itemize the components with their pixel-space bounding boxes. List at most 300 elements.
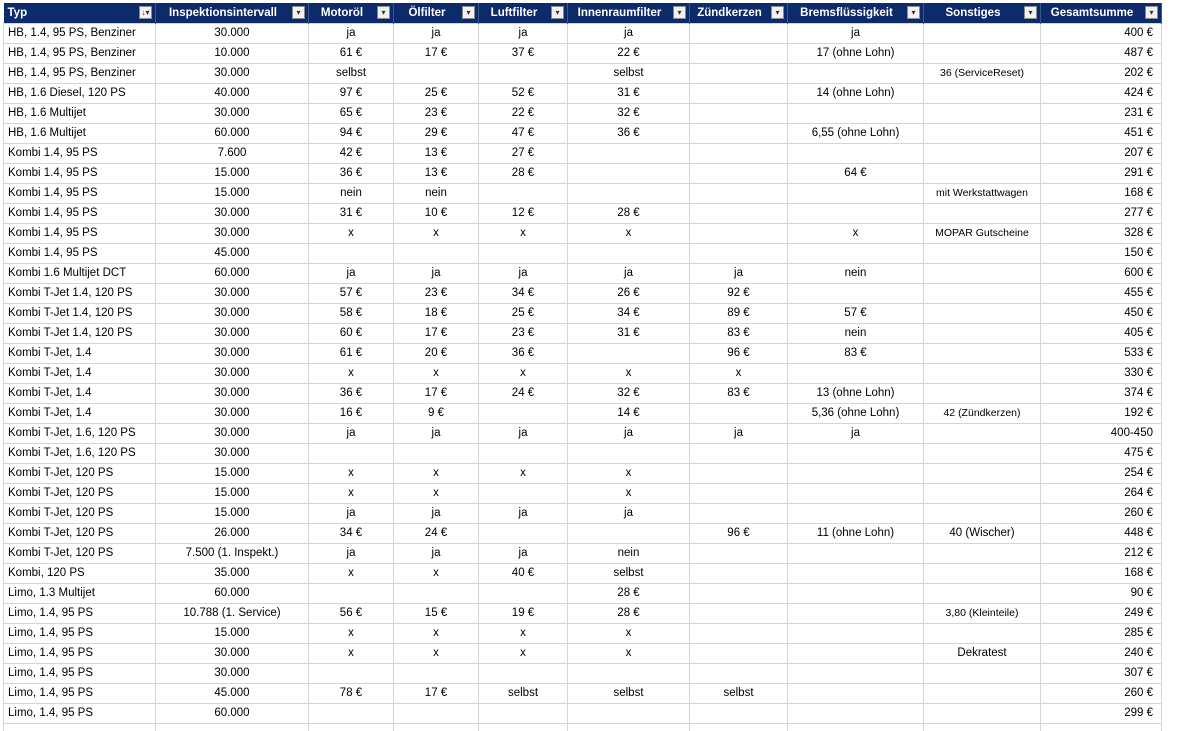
table-cell[interactable]: [479, 523, 568, 543]
table-cell[interactable]: 330 €: [1041, 363, 1162, 383]
table-cell[interactable]: 31 €: [309, 203, 394, 223]
filter-dropdown-icon[interactable]: ▾: [673, 6, 686, 19]
table-cell[interactable]: 27 €: [479, 143, 568, 163]
table-cell[interactable]: [788, 483, 924, 503]
table-cell[interactable]: ja: [309, 543, 394, 563]
table-cell[interactable]: 448 €: [1041, 523, 1162, 543]
table-cell[interactable]: 36 €: [479, 343, 568, 363]
table-cell[interactable]: 36 €: [309, 383, 394, 403]
table-cell[interactable]: 24 €: [394, 523, 479, 543]
table-cell[interactable]: [690, 183, 788, 203]
table-cell[interactable]: [690, 703, 788, 723]
table-cell[interactable]: [924, 383, 1041, 403]
table-cell[interactable]: 150 €: [1041, 243, 1162, 263]
table-cell[interactable]: x: [568, 463, 690, 483]
table-cell[interactable]: x: [394, 223, 479, 243]
table-cell[interactable]: 17 (ohne Lohn): [788, 43, 924, 63]
table-cell[interactable]: x: [394, 643, 479, 663]
table-cell[interactable]: [690, 103, 788, 123]
table-cell[interactable]: 28 €: [568, 583, 690, 603]
table-cell[interactable]: [479, 243, 568, 263]
table-cell[interactable]: [309, 583, 394, 603]
table-cell[interactable]: Kombi T-Jet, 120 PS: [4, 523, 156, 543]
table-cell[interactable]: [924, 363, 1041, 383]
table-cell[interactable]: 231 €: [1041, 103, 1162, 123]
table-cell[interactable]: 58 €: [309, 303, 394, 323]
table-cell[interactable]: ja: [788, 23, 924, 43]
table-cell[interactable]: 260 €: [1041, 503, 1162, 523]
table-cell[interactable]: [924, 123, 1041, 143]
table-cell[interactable]: [924, 83, 1041, 103]
table-cell[interactable]: nein: [394, 183, 479, 203]
table-cell[interactable]: 97 €: [309, 83, 394, 103]
table-cell[interactable]: [568, 183, 690, 203]
table-cell[interactable]: 15.000: [156, 483, 309, 503]
table-cell[interactable]: [924, 243, 1041, 263]
table-cell[interactable]: [690, 203, 788, 223]
table-cell[interactable]: 17 €: [394, 683, 479, 703]
table-cell[interactable]: [924, 343, 1041, 363]
table-cell[interactable]: 30.000: [156, 223, 309, 243]
table-cell[interactable]: 83 €: [690, 323, 788, 343]
table-cell[interactable]: [924, 663, 1041, 683]
table-cell[interactable]: 13 (ohne Lohn): [788, 383, 924, 403]
table-cell[interactable]: [690, 223, 788, 243]
table-cell[interactable]: ja: [479, 543, 568, 563]
table-cell[interactable]: [924, 43, 1041, 63]
table-cell[interactable]: [924, 483, 1041, 503]
table-cell[interactable]: HB, 1.4, 95 PS, Benziner: [4, 23, 156, 43]
table-cell[interactable]: [788, 703, 924, 723]
table-cell[interactable]: 40.000: [156, 83, 309, 103]
table-cell[interactable]: 25 €: [394, 83, 479, 103]
table-cell[interactable]: [924, 263, 1041, 283]
table-cell[interactable]: Limo, 1.4, 95 PS: [4, 703, 156, 723]
column-header[interactable]: [568, 3, 690, 23]
table-cell[interactable]: 15 €: [394, 603, 479, 623]
table-cell[interactable]: [788, 563, 924, 583]
table-cell[interactable]: x: [309, 463, 394, 483]
table-cell[interactable]: [690, 163, 788, 183]
table-cell[interactable]: [788, 183, 924, 203]
table-cell[interactable]: [788, 623, 924, 643]
table-cell[interactable]: Kombi T-Jet, 120 PS: [4, 543, 156, 563]
table-cell[interactable]: 60 €: [309, 323, 394, 343]
table-cell[interactable]: Kombi T-Jet 1.4, 120 PS: [4, 283, 156, 303]
table-cell[interactable]: x: [309, 563, 394, 583]
table-cell[interactable]: [479, 443, 568, 463]
table-cell[interactable]: [924, 143, 1041, 163]
table-cell[interactable]: [568, 143, 690, 163]
table-cell[interactable]: [788, 643, 924, 663]
table-cell[interactable]: ja: [309, 503, 394, 523]
table-cell[interactable]: 20 €: [394, 343, 479, 363]
table-cell[interactable]: 168 €: [1041, 183, 1162, 203]
table-cell[interactable]: [568, 443, 690, 463]
table-cell[interactable]: x: [394, 483, 479, 503]
table-cell[interactable]: 30.000: [156, 103, 309, 123]
table-cell[interactable]: 17 €: [394, 323, 479, 343]
table-cell[interactable]: Kombi T-Jet 1.4, 120 PS: [4, 323, 156, 343]
table-cell[interactable]: 30.000: [156, 423, 309, 443]
table-cell[interactable]: 30.000: [156, 323, 309, 343]
table-cell[interactable]: [479, 403, 568, 423]
table-cell[interactable]: 83 €: [788, 343, 924, 363]
table-cell[interactable]: 61 €: [309, 343, 394, 363]
table-cell[interactable]: nein: [788, 263, 924, 283]
table-cell[interactable]: [924, 703, 1041, 723]
table-cell[interactable]: 15.000: [156, 183, 309, 203]
table-cell[interactable]: 26.000: [156, 523, 309, 543]
table-cell[interactable]: 192 €: [1041, 403, 1162, 423]
table-cell[interactable]: Limo, 1.3 Multijet: [4, 583, 156, 603]
table-cell[interactable]: [394, 723, 479, 731]
table-cell[interactable]: [690, 43, 788, 63]
table-cell[interactable]: [690, 143, 788, 163]
table-cell[interactable]: 13 €: [394, 163, 479, 183]
table-cell[interactable]: Kombi 1.4, 95 PS: [4, 243, 156, 263]
table-cell[interactable]: [479, 703, 568, 723]
table-cell[interactable]: ja: [568, 23, 690, 43]
table-cell[interactable]: [788, 443, 924, 463]
table-cell[interactable]: [924, 103, 1041, 123]
table-cell[interactable]: 3,80 (Kleinteile): [924, 603, 1041, 623]
table-cell[interactable]: nein: [309, 183, 394, 203]
filter-dropdown-icon[interactable]: ▾: [907, 6, 920, 19]
table-cell[interactable]: mit Werkstattwagen: [924, 183, 1041, 203]
table-cell[interactable]: [309, 663, 394, 683]
filter-dropdown-icon[interactable]: ▾: [292, 6, 305, 19]
table-cell[interactable]: ja: [479, 263, 568, 283]
filter-dropdown-icon[interactable]: ▾: [1024, 6, 1037, 19]
table-cell[interactable]: x: [394, 563, 479, 583]
table-cell[interactable]: [690, 643, 788, 663]
table-cell[interactable]: x: [309, 483, 394, 503]
table-cell[interactable]: [568, 663, 690, 683]
table-cell[interactable]: [690, 543, 788, 563]
table-cell[interactable]: 254 €: [1041, 463, 1162, 483]
table-cell[interactable]: 487 €: [1041, 43, 1162, 63]
table-cell[interactable]: x: [479, 463, 568, 483]
table-cell[interactable]: ja: [309, 423, 394, 443]
table-cell[interactable]: 23 €: [394, 283, 479, 303]
table-cell[interactable]: MOPAR Gutscheine: [924, 223, 1041, 243]
table-cell[interactable]: [690, 443, 788, 463]
table-cell[interactable]: ja: [394, 503, 479, 523]
table-cell[interactable]: 60.000: [156, 703, 309, 723]
table-cell[interactable]: 31 €: [568, 323, 690, 343]
table-cell[interactable]: 96 €: [690, 343, 788, 363]
table-cell[interactable]: ja: [690, 263, 788, 283]
table-cell[interactable]: [568, 723, 690, 731]
table-cell[interactable]: Kombi T-Jet, 1.6, 120 PS: [4, 423, 156, 443]
table-cell[interactable]: [690, 563, 788, 583]
table-cell[interactable]: 18 €: [394, 303, 479, 323]
table-cell[interactable]: 6,55 (ohne Lohn): [788, 123, 924, 143]
table-cell[interactable]: nein: [788, 323, 924, 343]
table-cell[interactable]: 22 €: [568, 43, 690, 63]
table-cell[interactable]: [924, 683, 1041, 703]
table-cell[interactable]: 94 €: [309, 123, 394, 143]
table-cell[interactable]: [690, 663, 788, 683]
table-cell[interactable]: 10.000: [156, 43, 309, 63]
table-cell[interactable]: [479, 183, 568, 203]
table-cell[interactable]: [309, 243, 394, 263]
table-cell[interactable]: 7.500 (1. Inspekt.): [156, 543, 309, 563]
table-cell[interactable]: ja: [309, 263, 394, 283]
table-cell[interactable]: x: [568, 363, 690, 383]
table-cell[interactable]: 57 €: [309, 283, 394, 303]
table-cell[interactable]: ja: [568, 423, 690, 443]
table-cell[interactable]: Kombi T-Jet, 1.4: [4, 363, 156, 383]
table-cell[interactable]: selbst: [568, 683, 690, 703]
table-cell[interactable]: 22 €: [479, 103, 568, 123]
table-cell[interactable]: [394, 243, 479, 263]
table-cell[interactable]: nein: [568, 543, 690, 563]
table-cell[interactable]: [788, 243, 924, 263]
table-cell[interactable]: [924, 203, 1041, 223]
table-cell[interactable]: 400-450: [1041, 423, 1162, 443]
table-cell[interactable]: HB, 1.6 Diesel, 120 PS: [4, 83, 156, 103]
table-cell[interactable]: [788, 143, 924, 163]
table-cell[interactable]: [1041, 723, 1162, 731]
table-cell[interactable]: [4, 723, 156, 731]
table-cell[interactable]: [788, 503, 924, 523]
sort-filter-icon[interactable]: ↓▾: [139, 6, 152, 19]
table-cell[interactable]: [690, 23, 788, 43]
table-cell[interactable]: [924, 623, 1041, 643]
table-cell[interactable]: [924, 423, 1041, 443]
table-cell[interactable]: [568, 163, 690, 183]
table-cell[interactable]: [394, 583, 479, 603]
table-cell[interactable]: ja: [394, 263, 479, 283]
table-cell[interactable]: 328 €: [1041, 223, 1162, 243]
table-cell[interactable]: 40 (Wischer): [924, 523, 1041, 543]
table-cell[interactable]: [309, 723, 394, 731]
table-cell[interactable]: [924, 563, 1041, 583]
table-cell[interactable]: 17 €: [394, 43, 479, 63]
table-cell[interactable]: 52 €: [479, 83, 568, 103]
table-cell[interactable]: 168 €: [1041, 563, 1162, 583]
table-cell[interactable]: [690, 503, 788, 523]
table-cell[interactable]: 12 €: [479, 203, 568, 223]
table-cell[interactable]: [479, 483, 568, 503]
table-cell[interactable]: 35.000: [156, 563, 309, 583]
table-cell[interactable]: Limo, 1.4, 95 PS: [4, 603, 156, 623]
table-cell[interactable]: [394, 443, 479, 463]
table-cell[interactable]: 30.000: [156, 343, 309, 363]
table-cell[interactable]: [924, 323, 1041, 343]
table-cell[interactable]: 451 €: [1041, 123, 1162, 143]
table-cell[interactable]: [568, 343, 690, 363]
table-cell[interactable]: ja: [479, 423, 568, 443]
table-cell[interactable]: Kombi T-Jet 1.4, 120 PS: [4, 303, 156, 323]
table-cell[interactable]: 24 €: [479, 383, 568, 403]
filter-dropdown-icon[interactable]: ▾: [551, 6, 564, 19]
table-cell[interactable]: [309, 443, 394, 463]
table-cell[interactable]: 15.000: [156, 503, 309, 523]
table-cell[interactable]: ja: [479, 23, 568, 43]
table-cell[interactable]: 30.000: [156, 383, 309, 403]
table-cell[interactable]: selbst: [568, 563, 690, 583]
table-cell[interactable]: [479, 63, 568, 83]
table-cell[interactable]: 42 €: [309, 143, 394, 163]
table-cell[interactable]: 424 €: [1041, 83, 1162, 103]
table-cell[interactable]: x: [690, 363, 788, 383]
table-cell[interactable]: HB, 1.4, 95 PS, Benziner: [4, 43, 156, 63]
table-cell[interactable]: [690, 243, 788, 263]
table-cell[interactable]: Kombi T-Jet, 120 PS: [4, 463, 156, 483]
table-cell[interactable]: x: [568, 483, 690, 503]
table-cell[interactable]: 207 €: [1041, 143, 1162, 163]
table-cell[interactable]: ja: [568, 263, 690, 283]
table-cell[interactable]: 30.000: [156, 443, 309, 463]
table-cell[interactable]: 89 €: [690, 303, 788, 323]
table-cell[interactable]: 455 €: [1041, 283, 1162, 303]
table-cell[interactable]: 212 €: [1041, 543, 1162, 563]
table-cell[interactable]: 17 €: [394, 383, 479, 403]
table-cell[interactable]: [924, 163, 1041, 183]
column-header[interactable]: [479, 3, 568, 23]
table-cell[interactable]: 45.000: [156, 243, 309, 263]
table-cell[interactable]: [788, 723, 924, 731]
table-cell[interactable]: 30.000: [156, 203, 309, 223]
table-cell[interactable]: 45.000: [156, 683, 309, 703]
column-header[interactable]: [788, 3, 924, 23]
table-cell[interactable]: 10 €: [394, 203, 479, 223]
table-cell[interactable]: 64 €: [788, 163, 924, 183]
table-cell[interactable]: 533 €: [1041, 343, 1162, 363]
table-cell[interactable]: 30.000: [156, 363, 309, 383]
table-cell[interactable]: 30.000: [156, 63, 309, 83]
column-header[interactable]: [394, 3, 479, 23]
table-cell[interactable]: 34 €: [479, 283, 568, 303]
table-cell[interactable]: 16 €: [309, 403, 394, 423]
table-cell[interactable]: ja: [479, 503, 568, 523]
column-header[interactable]: [156, 3, 309, 23]
table-cell[interactable]: 25 €: [479, 303, 568, 323]
table-cell[interactable]: 31 €: [568, 83, 690, 103]
table-cell[interactable]: Kombi, 120 PS: [4, 563, 156, 583]
table-cell[interactable]: x: [479, 223, 568, 243]
table-cell[interactable]: 61 €: [309, 43, 394, 63]
column-header[interactable]: [924, 3, 1041, 23]
table-cell[interactable]: 15.000: [156, 163, 309, 183]
table-cell[interactable]: [690, 603, 788, 623]
table-cell[interactable]: Limo, 1.4, 95 PS: [4, 643, 156, 663]
table-cell[interactable]: 450 €: [1041, 303, 1162, 323]
table-cell[interactable]: 475 €: [1041, 443, 1162, 463]
table-cell[interactable]: 36 (ServiceReset): [924, 63, 1041, 83]
table-cell[interactable]: 60.000: [156, 583, 309, 603]
table-cell[interactable]: ja: [788, 423, 924, 443]
table-cell[interactable]: 34 €: [568, 303, 690, 323]
table-cell[interactable]: selbst: [479, 683, 568, 703]
table-cell[interactable]: HB, 1.4, 95 PS, Benziner: [4, 63, 156, 83]
table-cell[interactable]: 5,36 (ohne Lohn): [788, 403, 924, 423]
table-cell[interactable]: [568, 523, 690, 543]
table-cell[interactable]: 11 (ohne Lohn): [788, 523, 924, 543]
table-cell[interactable]: [690, 403, 788, 423]
table-cell[interactable]: x: [479, 623, 568, 643]
table-cell[interactable]: [156, 723, 309, 731]
table-cell[interactable]: selbst: [309, 63, 394, 83]
table-cell[interactable]: HB, 1.6 Multijet: [4, 103, 156, 123]
table-cell[interactable]: 19 €: [479, 603, 568, 623]
table-cell[interactable]: 30.000: [156, 303, 309, 323]
table-cell[interactable]: 374 €: [1041, 383, 1162, 403]
table-cell[interactable]: 65 €: [309, 103, 394, 123]
table-cell[interactable]: [788, 103, 924, 123]
table-cell[interactable]: 277 €: [1041, 203, 1162, 223]
table-cell[interactable]: Kombi T-Jet, 120 PS: [4, 503, 156, 523]
table-cell[interactable]: [924, 283, 1041, 303]
table-cell[interactable]: [690, 623, 788, 643]
table-cell[interactable]: x: [309, 643, 394, 663]
table-cell[interactable]: Limo, 1.4, 95 PS: [4, 683, 156, 703]
table-cell[interactable]: x: [479, 363, 568, 383]
table-cell[interactable]: [788, 283, 924, 303]
filter-dropdown-icon[interactable]: ▾: [1145, 6, 1158, 19]
table-cell[interactable]: 14 €: [568, 403, 690, 423]
table-cell[interactable]: Limo, 1.4, 95 PS: [4, 663, 156, 683]
table-cell[interactable]: [568, 243, 690, 263]
table-cell[interactable]: ja: [309, 23, 394, 43]
table-cell[interactable]: [924, 303, 1041, 323]
table-cell[interactable]: [788, 543, 924, 563]
table-cell[interactable]: [568, 703, 690, 723]
table-cell[interactable]: 36 €: [309, 163, 394, 183]
table-cell[interactable]: [394, 663, 479, 683]
table-cell[interactable]: [690, 83, 788, 103]
table-cell[interactable]: x: [788, 223, 924, 243]
table-cell[interactable]: ja: [690, 423, 788, 443]
table-cell[interactable]: 92 €: [690, 283, 788, 303]
table-cell[interactable]: 30.000: [156, 23, 309, 43]
table-cell[interactable]: Kombi T-Jet, 1.4: [4, 383, 156, 403]
table-cell[interactable]: 34 €: [309, 523, 394, 543]
table-cell[interactable]: x: [568, 623, 690, 643]
table-cell[interactable]: Limo, 1.4, 95 PS: [4, 623, 156, 643]
table-cell[interactable]: 57 €: [788, 303, 924, 323]
table-cell[interactable]: ja: [394, 23, 479, 43]
table-cell[interactable]: x: [309, 623, 394, 643]
table-cell[interactable]: [690, 583, 788, 603]
table-cell[interactable]: [924, 443, 1041, 463]
table-cell[interactable]: Kombi T-Jet, 120 PS: [4, 483, 156, 503]
table-cell[interactable]: Kombi 1.6 Multijet DCT: [4, 263, 156, 283]
table-cell[interactable]: 60.000: [156, 263, 309, 283]
table-cell[interactable]: x: [309, 363, 394, 383]
column-header[interactable]: [1041, 3, 1162, 23]
table-cell[interactable]: x: [394, 363, 479, 383]
table-cell[interactable]: 299 €: [1041, 703, 1162, 723]
table-cell[interactable]: 36 €: [568, 123, 690, 143]
table-cell[interactable]: [479, 583, 568, 603]
table-cell[interactable]: 96 €: [690, 523, 788, 543]
table-cell[interactable]: [309, 703, 394, 723]
filter-dropdown-icon[interactable]: ▾: [377, 6, 390, 19]
table-cell[interactable]: 600 €: [1041, 263, 1162, 283]
table-cell[interactable]: [788, 663, 924, 683]
table-cell[interactable]: [394, 63, 479, 83]
table-cell[interactable]: 30.000: [156, 283, 309, 303]
table-cell[interactable]: 83 €: [690, 383, 788, 403]
table-cell[interactable]: 15.000: [156, 463, 309, 483]
table-cell[interactable]: [788, 583, 924, 603]
table-cell[interactable]: 260 €: [1041, 683, 1162, 703]
table-cell[interactable]: 10.788 (1. Service): [156, 603, 309, 623]
